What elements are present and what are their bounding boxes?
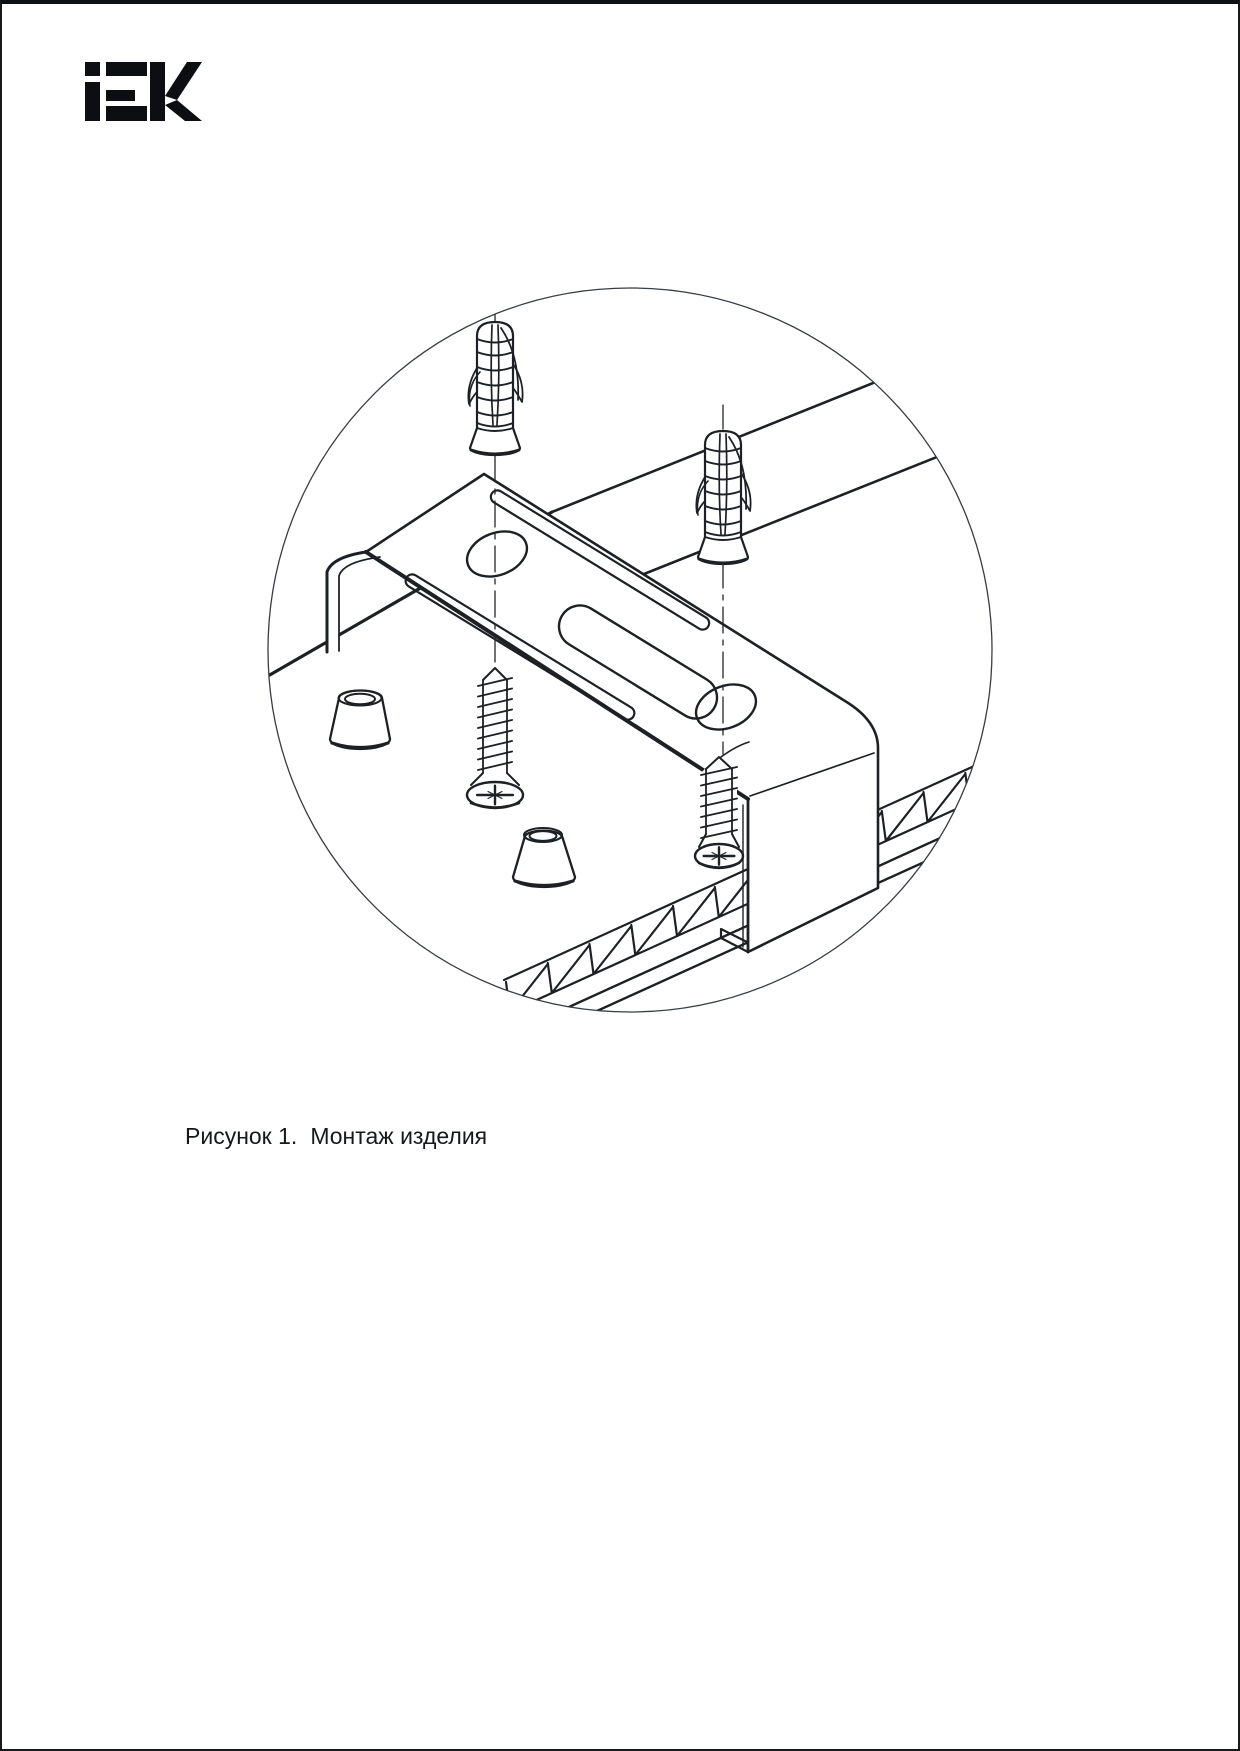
rubber-foot-left xyxy=(330,691,390,750)
bracket-left-leg-fill xyxy=(327,562,339,654)
figure-caption xyxy=(185,1123,487,1150)
figure-caption-title: Монтаж изделия xyxy=(310,1123,488,1149)
figure-caption-label: Рисунок 1. xyxy=(185,1123,298,1149)
installation-illustration xyxy=(2,4,1240,1751)
